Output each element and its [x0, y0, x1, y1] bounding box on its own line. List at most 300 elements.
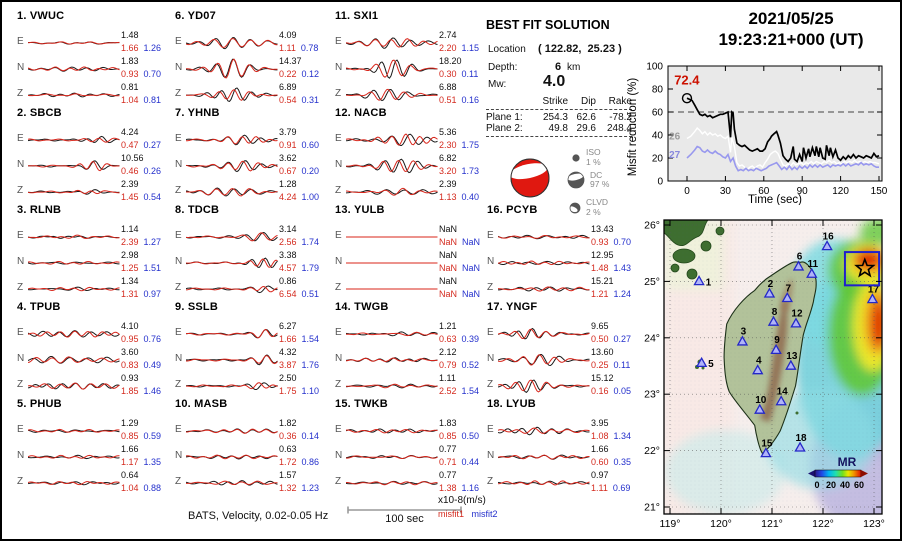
misfit1-value: 1.11 [591, 482, 608, 493]
trace-row-SSLB-N [175, 345, 327, 371]
map-lon-label: 120° [710, 518, 732, 530]
trace-row-YNGF-E [487, 319, 639, 345]
colorbar-tick: 0 [814, 480, 820, 490]
amplitude-value: 0.81 [121, 81, 139, 92]
iso-ball-icon [570, 152, 582, 164]
amplitude-value: 6.89 [279, 81, 297, 92]
misfit1-value: 1.75 [279, 385, 297, 396]
misfit2-legend-label: misfit2 [471, 509, 498, 519]
misfit-values [121, 372, 169, 397]
station-title: 17. YNGF [487, 301, 538, 313]
component-label: N [335, 158, 343, 170]
misfit1-value: 0.30 [439, 68, 457, 79]
waveform-SXI1-N [346, 54, 438, 80]
waveform-YD07-Z [186, 80, 278, 106]
map-station-number: 6 [796, 251, 803, 263]
misfit-values [121, 178, 169, 203]
component-label: E [175, 229, 182, 241]
misfit1-value: 1.08 [591, 430, 609, 441]
waveform-YULB-E [346, 222, 438, 248]
misfit2-value: 0.70 [613, 236, 632, 247]
misfit2-value: 1.15 [461, 42, 480, 53]
misfit2-value: 0.54 [143, 191, 162, 202]
plane-value: 49.8 [548, 123, 568, 134]
event-time: 19:23:21+000 [718, 30, 825, 49]
amplitude-value: 1.14 [121, 223, 139, 234]
plane-value: Plane 2: [486, 123, 523, 134]
component-label: Z [175, 87, 182, 99]
station-title: 1. VWUC [17, 10, 65, 22]
amplitude-value: 1.66 [591, 443, 609, 454]
misfit-values [121, 126, 169, 151]
misfit2-value: 0.69 [612, 482, 631, 493]
amplitude-value: 0.77 [439, 443, 457, 454]
misfit2-value: 0.51 [301, 288, 320, 299]
station-YHNB [175, 107, 327, 203]
misfit2-value: 0.49 [143, 359, 162, 370]
misfit-values [279, 346, 327, 371]
misfit-xtick: 150 [870, 186, 888, 197]
dc-ball-icon [566, 170, 586, 190]
waveform-MASB-N [186, 442, 278, 468]
misfit-values [439, 417, 487, 442]
waveform-SBCB-E [28, 125, 120, 151]
misfit1-value: 0.91 [279, 139, 297, 150]
trace-row-YD07-Z [175, 80, 327, 106]
trace-row-TWKB-N [335, 442, 487, 468]
amplitude-value: 0.77 [439, 469, 457, 480]
plane-value: -78.2 [609, 112, 632, 123]
waveform-TDCB-Z [186, 274, 278, 300]
station-SXI1 [335, 10, 487, 106]
component-label: N [487, 255, 495, 267]
misfit2-value: 0.60 [301, 139, 320, 150]
misfit1-value: 0.71 [439, 456, 457, 467]
component-label: E [335, 423, 342, 435]
misfit2-value: 1.34 [613, 430, 632, 441]
depth-unit: km [567, 62, 581, 73]
amplitude-value: 1.57 [279, 469, 297, 480]
map-station-number: 4 [755, 355, 762, 367]
waveform-RLNB-N [28, 248, 120, 274]
waveform-YD07-E [186, 28, 278, 54]
misfit1-value: 2.56 [279, 236, 297, 247]
misfit2-value: 1.23 [301, 482, 320, 493]
colorbar-label: MR [837, 455, 857, 469]
component-label: N [175, 255, 183, 267]
misfit2-value: 1.51 [143, 262, 162, 273]
waveform-TPUB-E [28, 319, 120, 345]
misfit1-value: 0.50 [591, 333, 609, 344]
trace-row-SBCB-N [17, 151, 169, 177]
amplitude-value: 3.14 [279, 223, 297, 234]
trace-row-VWUC-Z [17, 80, 169, 106]
amplitude-value: 2.98 [121, 249, 139, 260]
misfit-annotation: 72.4 [674, 72, 700, 88]
misfit-values [121, 346, 169, 371]
amplitude-value: 1.83 [439, 417, 457, 428]
component-label: Z [17, 281, 24, 293]
component-label: N [175, 449, 183, 461]
trace-row-SSLB-Z [175, 371, 327, 397]
component-label: N [335, 61, 343, 73]
focal-mechanism-beachball [506, 154, 554, 202]
trace-row-PHUB-N [17, 442, 169, 468]
amplitude-value: 6.88 [439, 81, 457, 92]
waveform-SSLB-N [186, 345, 278, 371]
component-label: N [17, 352, 25, 364]
waveform-PHUB-E [28, 416, 120, 442]
misfit-values [439, 346, 487, 371]
misfit-values [439, 372, 487, 397]
misfit1-value: 0.16 [591, 385, 609, 396]
component-label: E [17, 35, 24, 47]
misfit-xtick: 90 [796, 186, 808, 197]
waveform-TWKB-N [346, 442, 438, 468]
component-label: N [487, 352, 495, 364]
misfit-reduction-plot [622, 52, 902, 205]
misfit1-value: 0.47 [121, 139, 139, 150]
station-title: 4. TPUB [17, 301, 61, 313]
station-title: 15. TWKB [335, 398, 388, 410]
misfit-values [279, 126, 327, 151]
trace-row-SXI1-E [335, 28, 487, 54]
station-title: 18. LYUB [487, 398, 536, 410]
misfit1-value: NaN [439, 288, 458, 299]
misfit-values [121, 55, 169, 80]
trace-row-TWGB-Z [335, 371, 487, 397]
amplitude-value: 18.20 [439, 55, 462, 66]
plane-table [486, 96, 632, 139]
amplitude-value: 6.27 [279, 320, 297, 331]
waveform-YHNB-E [186, 125, 278, 151]
misfit-values [279, 320, 327, 345]
misfit-values [279, 417, 327, 442]
station-NACB [335, 107, 487, 203]
component-label: E [487, 423, 494, 435]
trace-row-TPUB-Z [17, 371, 169, 397]
amplitude-value: NaN [439, 249, 458, 260]
amplitude-value: 6.82 [439, 152, 457, 163]
waveform-TWGB-N [346, 345, 438, 371]
plane-table-header [486, 96, 534, 107]
misfit1-value: 2.52 [439, 385, 457, 396]
station-title: 7. YHNB [175, 107, 220, 119]
component-label: N [17, 158, 25, 170]
misfit-xlabel: Time (sec) [748, 194, 802, 205]
misfit-values [279, 443, 327, 468]
trace-row-SXI1-N [335, 54, 487, 80]
station-title: 14. TWGB [335, 301, 389, 313]
misfit-values [279, 81, 327, 106]
event-timezone: (UT) [829, 30, 864, 49]
station-PHUB [17, 398, 169, 494]
iso-pct: 1 % [586, 156, 601, 167]
misfit1-value: 1.04 [121, 482, 139, 493]
misfit2-value: 0.52 [461, 359, 480, 370]
misfit-xtick: 60 [758, 186, 770, 197]
misfit-values [439, 29, 487, 54]
trace-row-YULB-E [335, 222, 487, 248]
misfit1-value: 1.38 [439, 482, 457, 493]
waveform-TWGB-E [346, 319, 438, 345]
station-RLNB [17, 204, 169, 300]
misfit2-value: 1.00 [301, 191, 320, 202]
component-label: N [335, 449, 343, 461]
misfit-xtick: 30 [719, 186, 731, 197]
amplitude-value: 2.12 [439, 346, 457, 357]
misfit1-value: 0.93 [121, 68, 139, 79]
misfit2-value: 0.14 [301, 430, 320, 441]
trace-row-PCYB-N [487, 248, 639, 274]
amplitude-value: 1.21 [439, 320, 457, 331]
map-station-number: 10 [755, 394, 767, 406]
misfit2-value: 0.70 [143, 68, 162, 79]
misfit2-value: 0.44 [461, 456, 480, 467]
waveform-YULB-Z [346, 274, 438, 300]
misfit-values [439, 152, 487, 177]
misfit1-value: 3.20 [439, 165, 457, 176]
misfit-values [439, 178, 487, 203]
amplitude-value: 9.65 [591, 320, 609, 331]
waveform-SBCB-Z [28, 177, 120, 203]
plane-row [486, 112, 632, 123]
trace-row-TWGB-E [335, 319, 487, 345]
trace-row-YHNB-Z [175, 177, 327, 203]
map-station-number: 8 [771, 307, 778, 319]
station-title: 6. YD07 [175, 10, 216, 22]
misfit-values [439, 469, 487, 494]
misfit1-value: 1.31 [121, 288, 139, 299]
misfit1-value: 1.11 [279, 42, 296, 53]
trace-row-RLNB-N [17, 248, 169, 274]
misfit1-value: 1.25 [121, 262, 139, 273]
waveform-NACB-N [346, 151, 438, 177]
misfit1-value: NaN [439, 262, 458, 273]
component-label: Z [335, 378, 342, 390]
trace-row-RLNB-E [17, 222, 169, 248]
solution-heading: BEST FIT SOLUTION [486, 18, 610, 32]
map-lon-label: 121° [761, 518, 783, 530]
amplitude-value: 4.10 [121, 320, 139, 331]
component-label: E [175, 132, 182, 144]
misfit2-value: 0.97 [143, 288, 162, 299]
misfit-values [121, 417, 169, 442]
misfit2-value: 0.05 [613, 385, 632, 396]
misfit-values [439, 55, 487, 80]
location-value: ( 122.82, 25.23 ) [538, 43, 622, 55]
amplitude-value: 0.64 [121, 469, 139, 480]
iso-label: ISO [586, 147, 601, 157]
waveform-NACB-Z [346, 177, 438, 203]
misfit1-value: 1.04 [121, 94, 139, 105]
amplitude-value: 3.95 [591, 417, 609, 428]
amplitude-value: 3.60 [121, 346, 139, 357]
misfit1-value: 0.93 [591, 236, 609, 247]
misfit1-value: 0.83 [121, 359, 139, 370]
trace-row-PCYB-E [487, 222, 639, 248]
component-label: E [17, 423, 24, 435]
trace-row-PHUB-E [17, 416, 169, 442]
map-lat-label: 22° [644, 445, 660, 458]
map-station-number: 18 [795, 432, 807, 444]
amplitude-value: 15.21 [591, 275, 614, 286]
misfit-values [279, 275, 327, 300]
misfit-annotation: 26 [669, 131, 681, 143]
amplitude-value: 1.48 [121, 29, 139, 40]
component-label: Z [487, 475, 494, 487]
station-TPUB [17, 301, 169, 397]
misfit-values [279, 29, 327, 54]
trace-row-TWKB-Z [335, 468, 487, 494]
misfit-values [279, 372, 327, 397]
waveform-YD07-N [186, 54, 278, 80]
misfit2-value: 1.24 [613, 288, 632, 299]
misfit1-value: 0.54 [279, 94, 297, 105]
map-station-number: 5 [708, 359, 714, 371]
trace-row-YD07-E [175, 28, 327, 54]
waveform-PCYB-N [498, 248, 590, 274]
waveform-SSLB-Z [186, 371, 278, 397]
station-LYUB [487, 398, 639, 494]
dc-pct: 97 % [590, 179, 610, 189]
station-title: 12. NACB [335, 107, 387, 119]
waveform-LYUB-N [498, 442, 590, 468]
station-TWKB [335, 398, 487, 494]
component-label: Z [17, 184, 24, 196]
amplitude-value: 4.09 [279, 29, 297, 40]
trace-row-LYUB-E [487, 416, 639, 442]
waveform-MASB-E [186, 416, 278, 442]
station-SBCB [17, 107, 169, 203]
trace-row-TPUB-E [17, 319, 169, 345]
component-label: E [175, 35, 182, 47]
misfit-values [121, 320, 169, 345]
station-title: 5. PHUB [17, 398, 62, 410]
depth-value: 6 [555, 61, 562, 73]
misfit-values [121, 152, 169, 177]
misfit1-value: 1.17 [121, 456, 139, 467]
waveform-TWKB-Z [346, 468, 438, 494]
misfit-values [439, 249, 487, 274]
misfit-xtick: 120 [832, 186, 849, 197]
waveform-TDCB-N [186, 248, 278, 274]
misfit2-value: 0.86 [301, 456, 320, 467]
misfit2-value: 0.78 [300, 42, 319, 53]
misfit1-value: 2.20 [439, 42, 457, 53]
component-label: Z [335, 184, 342, 196]
component-label: E [17, 132, 24, 144]
component-label: Z [335, 281, 342, 293]
misfit2-value: 1.46 [143, 385, 162, 396]
map-station-number: 12 [791, 308, 803, 320]
trace-row-YNGF-Z [487, 371, 639, 397]
misfit-values [279, 249, 327, 274]
amplitude-value: 0.97 [591, 469, 609, 480]
misfit2-value: 0.39 [461, 333, 480, 344]
station-PCYB [487, 204, 639, 300]
misfit1-value: 1.66 [279, 333, 297, 344]
trace-row-SBCB-Z [17, 177, 169, 203]
misfit1-value: 0.63 [439, 333, 457, 344]
waveform-NACB-E [346, 125, 438, 151]
plane-table-header: Dip [580, 96, 596, 107]
waveform-SBCB-N [28, 151, 120, 177]
misfit-values [279, 223, 327, 248]
misfit1-value: 3.87 [279, 359, 297, 370]
colorbar-tick: 20 [825, 480, 837, 490]
misfit-values [439, 320, 487, 345]
clvd-ball-icon [568, 201, 582, 215]
misfit1-legend-label: misfit1 [438, 509, 465, 519]
misfit1-value: 0.36 [279, 430, 297, 441]
misfit-values [121, 275, 169, 300]
trace-row-SSLB-E [175, 319, 327, 345]
trace-row-SXI1-Z [335, 80, 487, 106]
misfit2-value: 1.35 [143, 456, 162, 467]
trace-row-TDCB-N [175, 248, 327, 274]
trace-row-YD07-N [175, 54, 327, 80]
misfit2-value: 1.16 [461, 482, 480, 493]
plane-value: 62.6 [576, 112, 596, 123]
station-title: 9. SSLB [175, 301, 218, 313]
component-label: E [17, 229, 24, 241]
amplitude-value: 10.56 [121, 152, 144, 163]
misfit-values [439, 223, 487, 248]
component-label: Z [335, 87, 342, 99]
amplitude-value: 4.24 [121, 126, 139, 137]
misfit-values [121, 469, 169, 494]
trace-row-RLNB-Z [17, 274, 169, 300]
trace-row-NACB-E [335, 125, 487, 151]
amplitude-value: 2.74 [439, 29, 457, 40]
station-map [630, 204, 902, 541]
misfit-values [121, 249, 169, 274]
waveform-MASB-Z [186, 468, 278, 494]
dc-label: DC [590, 169, 603, 180]
misfit2-value: 0.12 [301, 68, 320, 79]
map-lon-label: 119° [659, 518, 681, 530]
misfit-ytick: 80 [651, 84, 663, 96]
component-label: Z [175, 475, 182, 487]
trace-row-LYUB-Z [487, 468, 639, 494]
misfit2-value: 1.26 [143, 42, 162, 53]
plane-value: 29.6 [576, 123, 596, 134]
map-station-number: 15 [761, 438, 773, 450]
map-station-number: 9 [774, 335, 780, 347]
misfit2-value: 0.88 [143, 482, 162, 493]
waveform-PHUB-Z [28, 468, 120, 494]
misfit2-value: 1.73 [461, 165, 480, 176]
component-label: N [487, 449, 495, 461]
misfit1-value: 0.46 [121, 165, 139, 176]
component-label: Z [17, 87, 24, 99]
misfit1-value: 0.95 [121, 333, 139, 344]
amplitude-value: 0.63 [279, 443, 297, 454]
misfit-ytick: 100 [646, 61, 663, 73]
misfit2-value: 0.59 [143, 430, 162, 441]
misfit2-value: 1.27 [143, 236, 162, 247]
trace-row-NACB-Z [335, 177, 487, 203]
trace-row-VWUC-N [17, 54, 169, 80]
component-label: N [17, 255, 25, 267]
clvd-pct: 2 % [586, 206, 601, 217]
map-lat-label: 21° [644, 501, 660, 514]
station-YNGF [487, 301, 639, 397]
amplitude-value: NaN [439, 223, 458, 234]
clvd-label: CLVD [586, 197, 609, 207]
plane-value: Plane 1: [486, 112, 523, 123]
